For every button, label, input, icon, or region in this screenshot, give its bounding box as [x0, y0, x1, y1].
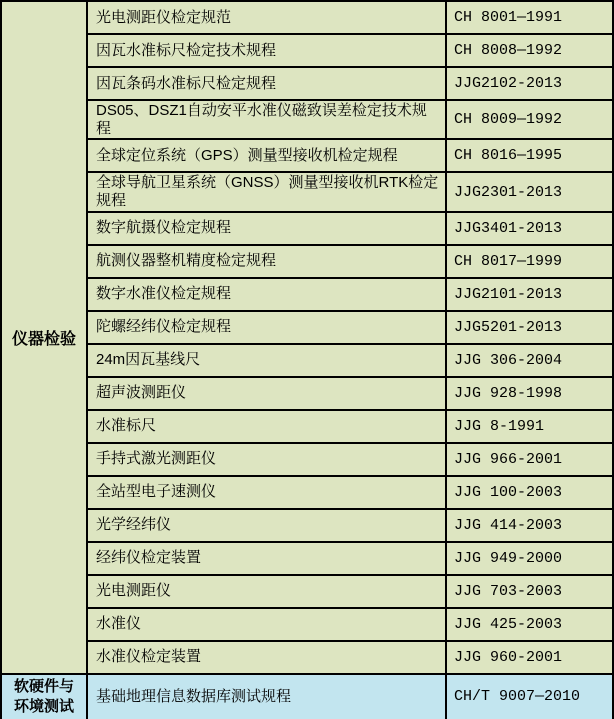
regulation-name-cell: 水准标尺	[87, 410, 446, 443]
regulation-name-cell: 光电测距仪	[87, 575, 446, 608]
table-row	[1, 311, 613, 344]
table-row	[1, 245, 613, 278]
standard-code-cell: CH 8016—1995	[446, 139, 613, 172]
regulation-name-cell: 光电测距仪检定规范	[87, 1, 446, 34]
category-cell-instrument-inspection	[1, 1, 87, 674]
standard-code-cell: JJG2301-2013	[446, 172, 613, 211]
table-row	[1, 1, 613, 34]
table-row	[1, 608, 613, 641]
regulation-name-cell: 光学经纬仪	[87, 509, 446, 542]
standard-code-cell: JJG 425-2003	[446, 608, 613, 641]
standard-code-cell: CH 8017—1999	[446, 245, 613, 278]
standard-code-cell: JJG 100-2003	[446, 476, 613, 509]
table-row	[1, 575, 613, 608]
table-row	[1, 67, 613, 100]
table-row	[1, 542, 613, 575]
regulation-name-cell: 24m因瓦基线尺	[87, 344, 446, 377]
category-label-line2: 环境测试	[13, 697, 74, 715]
regulation-name-cell: 水准仪	[87, 608, 446, 641]
table-row	[1, 344, 613, 377]
regulation-name-cell: 全球定位系统（GPS）测量型接收机检定规程	[87, 139, 446, 172]
regulation-name-cell: 基础地理信息数据库测试规程	[87, 674, 446, 719]
regulation-name-cell: 全站型电子速测仪	[87, 476, 446, 509]
table-row	[1, 212, 613, 245]
table-row	[1, 410, 613, 443]
regulation-name-cell: 陀螺经纬仪检定规程	[87, 311, 446, 344]
standard-code-cell: JJG2101-2013	[446, 278, 613, 311]
category-label-line1: 软硬件与	[13, 678, 74, 696]
table-row	[1, 139, 613, 172]
table-row	[1, 476, 613, 509]
table-row	[1, 278, 613, 311]
standard-code-cell: JJG 414-2003	[446, 509, 613, 542]
category-label-instrument-inspection: 仪器检验	[11, 330, 76, 348]
standard-code-cell: JJG 966-2001	[446, 443, 613, 476]
regulation-name-cell: DS05、DSZ1自动安平水准仪磁致误差检定技术规程	[87, 100, 446, 139]
table-row	[1, 377, 613, 410]
category-cell-software-env-test	[1, 674, 87, 719]
table-row	[1, 34, 613, 67]
standard-code-cell: CH 8009—1992	[446, 100, 613, 139]
standard-code-cell: JJG 8-1991	[446, 410, 613, 443]
standard-code-cell: JJG 306-2004	[446, 344, 613, 377]
standard-code-cell: CH 8008—1992	[446, 34, 613, 67]
table-row	[1, 509, 613, 542]
regulation-name-cell: 超声波测距仪	[87, 377, 446, 410]
table-row	[1, 100, 613, 139]
standard-code-cell: JJG 960-2001	[446, 641, 613, 674]
standard-code-cell: JJG3401-2013	[446, 212, 613, 245]
table-row	[1, 172, 613, 211]
standard-code-cell: JJG 949-2000	[446, 542, 613, 575]
regulation-name-cell: 航测仪器整机精度检定规程	[87, 245, 446, 278]
standard-code-cell: CH/T 9007—2010	[446, 674, 613, 719]
regulation-name-cell: 手持式激光测距仪	[87, 443, 446, 476]
table-row	[1, 674, 613, 719]
table-row	[1, 641, 613, 674]
regulation-name-cell: 数字航摄仪检定规程	[87, 212, 446, 245]
standard-code-cell: JJG 928-1998	[446, 377, 613, 410]
regulation-name-cell: 水准仪检定装置	[87, 641, 446, 674]
standard-code-cell: JJG 703-2003	[446, 575, 613, 608]
regulation-name-cell: 因瓦水准标尺检定技术规程	[87, 34, 446, 67]
standard-code-cell: JJG5201-2013	[446, 311, 613, 344]
standard-code-cell: CH 8001—1991	[446, 1, 613, 34]
table-row	[1, 443, 613, 476]
regulation-name-cell: 因瓦条码水准标尺检定规程	[87, 67, 446, 100]
regulation-name-cell: 数字水准仪检定规程	[87, 278, 446, 311]
standard-code-cell: JJG2102-2013	[446, 67, 613, 100]
regulation-name-cell: 经纬仪检定装置	[87, 542, 446, 575]
regulation-name-cell: 全球导航卫星系统（GNSS）测量型接收机RTK检定规程	[87, 172, 446, 211]
